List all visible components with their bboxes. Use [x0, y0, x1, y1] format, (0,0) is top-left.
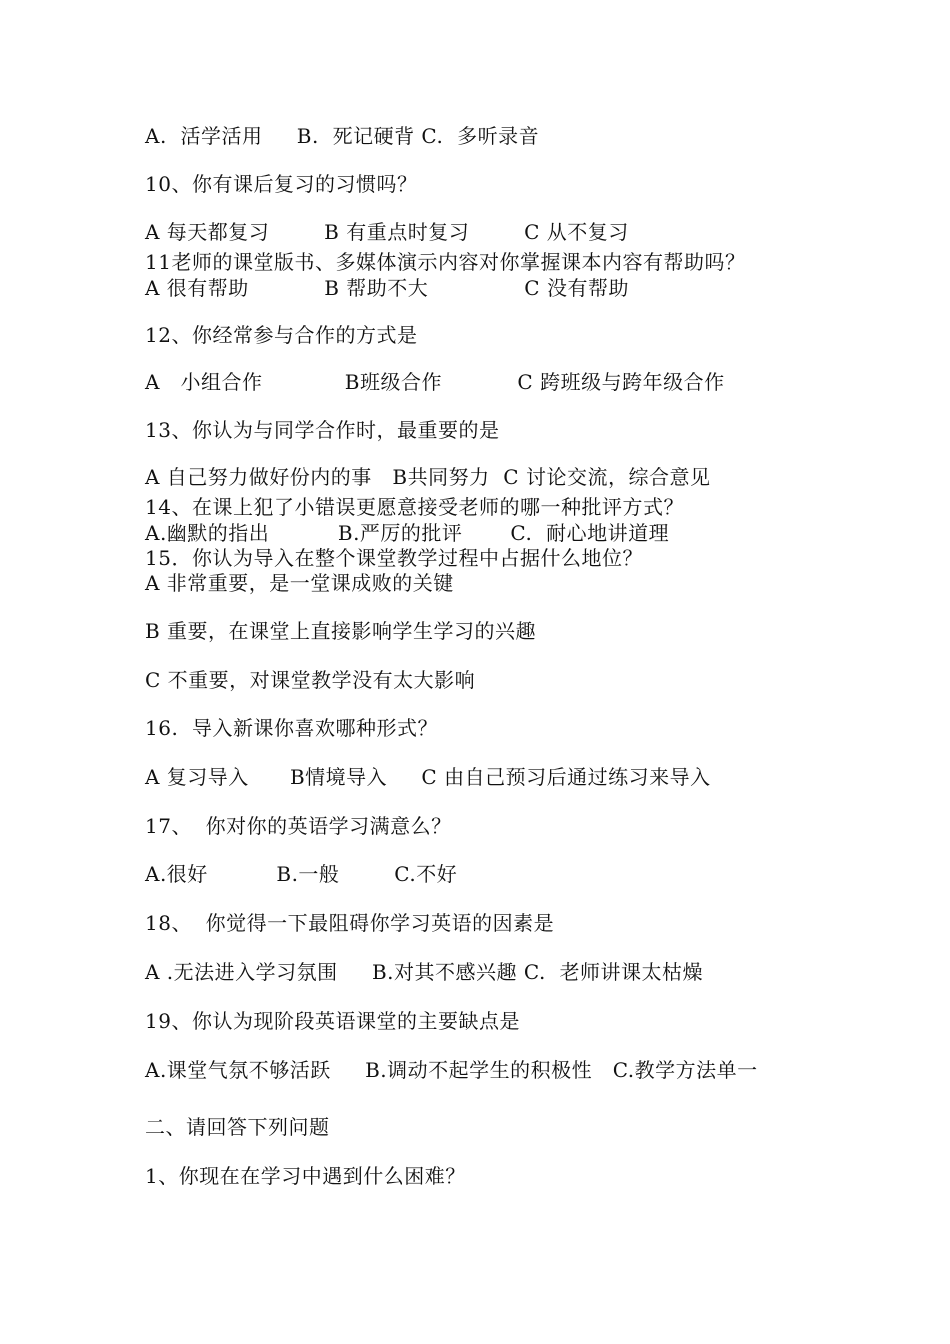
q12-question: 12、你经常参与合作的方式是 [145, 323, 418, 347]
q19-options: A.课堂气氛不够活跃 B.调动不起学生的积极性 C.教学方法单一 [145, 1058, 758, 1082]
q16-question: 16. 导入新课你喜欢哪种形式？ [145, 716, 439, 740]
q15-question: 15．你认为导入在整个课堂教学过程中占据什么地位？ [145, 546, 643, 570]
q17-question: 17、 你对你的英语学习满意么？ [145, 814, 452, 838]
q18-options: A .无法进入学习氛围 B.对其不感兴趣 C. 老师讲课太枯燥 [145, 960, 704, 984]
section-two-q1: 1、你现在在学习中遇到什么困难？ [145, 1164, 466, 1188]
q15-option-c: C 不重要，对课堂教学没有太大影响 [145, 668, 476, 692]
q9-options: A. 活学活用 B. 死记硬背 C. 多听录音 [145, 124, 540, 148]
q14-question: 14、在课上犯了小错误更愿意接受老师的哪一种批评方式？ [145, 495, 684, 519]
q19-question: 19、你认为现阶段英语课堂的主要缺点是 [145, 1009, 520, 1033]
q15-option-a: A 非常重要，是一堂课成败的关键 [145, 571, 454, 595]
q11-question: 11老师的课堂版书、多媒体演示内容对你掌握课本内容有帮助吗？ [145, 250, 746, 274]
q17-options: A.很好 B.一般 C.不好 [145, 862, 458, 886]
q16-options: A 复习导入 B情境导入 C 由自己预习后通过练习来导入 [145, 765, 711, 789]
q10-question: 10、你有课后复习的习惯吗？ [145, 172, 418, 196]
q13-options: A 自己努力做好份内的事 B共同努力 C 讨论交流，综合意见 [145, 465, 711, 489]
q12-options: A 小组合作 B班级合作 C 跨班级与跨年级合作 [145, 370, 725, 394]
section-two-heading: 二、请回答下列问题 [145, 1115, 330, 1139]
q11-options: A 很有帮助 B 帮助不大 C 没有帮助 [145, 276, 629, 300]
q18-question: 18、 你觉得一下最阻碍你学习英语的因素是 [145, 911, 555, 935]
q14-options: A.幽默的指出 B.严厉的批评 C. 耐心地讲道理 [145, 521, 670, 545]
q13-question: 13、你认为与同学合作时，最重要的是 [145, 418, 500, 442]
q15-option-b: B 重要，在课堂上直接影响学生学习的兴趣 [145, 619, 537, 643]
q10-options: A 每天都复习 B 有重点时复习 C 从不复习 [145, 220, 629, 244]
